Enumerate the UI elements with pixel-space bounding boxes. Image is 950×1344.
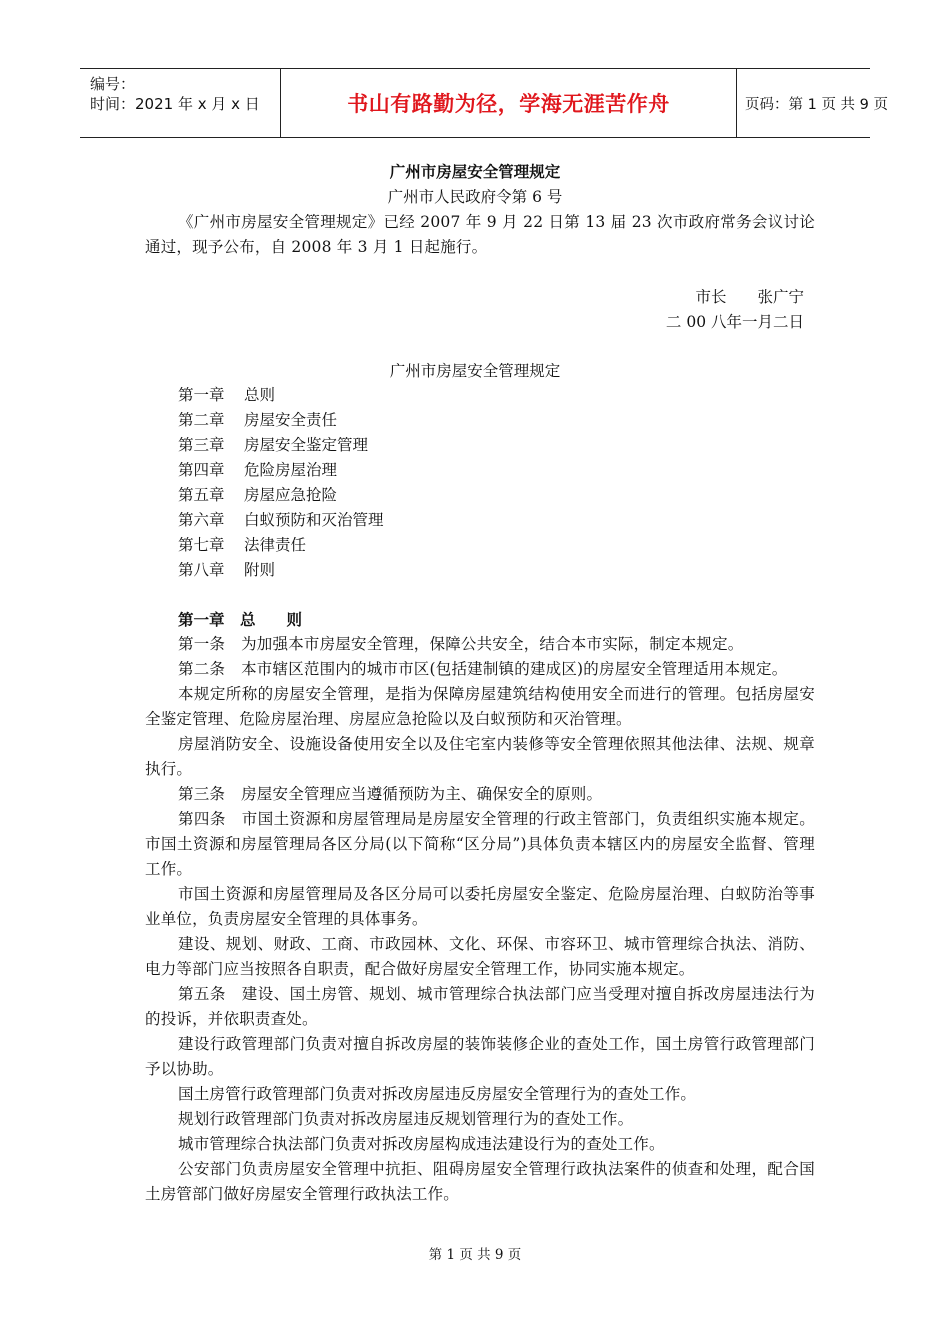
toc-item (178, 408, 384, 433)
intro-block (145, 210, 815, 260)
article-number: 第三条 (178, 785, 226, 803)
toc-chapter-title: 法律责任 (244, 536, 307, 554)
article-number: 第四条 (178, 810, 226, 828)
article-paragraph (145, 882, 815, 932)
article-number: 第一条 (178, 635, 226, 653)
chapter-one (145, 607, 815, 1207)
table-of-contents (178, 383, 384, 583)
toc-chapter-title: 房屋应急抢险 (244, 486, 338, 504)
toc-item (178, 383, 384, 408)
decree-number: 广州市人民政府令第 6 号 (387, 188, 563, 206)
article-text: 本市辖区范围内的城市市区(包括建制镇的建成区)的房屋安全管理适用本规定。 (241, 660, 788, 678)
intro-paragraph: 《广州市房屋安全管理规定》已经 2007 年 9 月 22 日第 13 届 23 次市政府常务会议讨论通过，现予公布，自 2008 年 3 月 1 日起施行。 (145, 213, 815, 256)
article-paragraph (145, 682, 815, 732)
toc-item (178, 483, 384, 508)
article-paragraph (145, 932, 815, 982)
toc-item (178, 533, 384, 558)
header-page-info: 页码：第 1 页 共 9 页 (745, 96, 888, 113)
article-text: 国土房管行政管理部门负责对拆改房屋违反房屋安全管理行为的查处工作。 (178, 1085, 697, 1103)
article-paragraph (145, 1032, 815, 1082)
article-paragraph (145, 1107, 815, 1132)
toc-chapter-title: 总则 (244, 386, 276, 404)
toc-chapter-title: 房屋安全责任 (244, 411, 338, 429)
toc-chapter-number: 第八章 (178, 561, 225, 579)
toc-chapter-title: 房屋安全鉴定管理 (244, 436, 369, 454)
article-text: 城市管理综合执法部门负责对拆改房屋构成违法建设行为的查处工作。 (178, 1135, 665, 1153)
header-page-cell (737, 69, 888, 137)
article-paragraph (145, 1082, 815, 1107)
header-meta (80, 69, 280, 137)
article-paragraph (145, 732, 815, 782)
article-text: 建设、国土房管、规划、城市管理综合执法部门应当受理对擅自拆改房屋违法行为的投诉，并依职责查处。 (145, 985, 816, 1028)
serial-number: 编号： (90, 75, 136, 93)
article-text: 本规定所称的房屋安全管理，是指为保障房屋建筑结构使用安全而进行的管理。包括房屋安全鉴定管理、危险房屋治理、房屋应急抢险以及白蚁预防和灭治管理。 (145, 685, 815, 728)
article-paragraph (145, 982, 815, 1032)
article-paragraph (145, 782, 815, 807)
chapter-heading: 第一章 总 则 (178, 610, 303, 629)
article-paragraph (145, 657, 815, 682)
toc-chapter-number: 第三章 (178, 436, 225, 454)
toc-item (178, 558, 384, 583)
document-title: 广州市房屋安全管理规定 (389, 162, 561, 181)
article-text: 为加强本市房屋安全管理，保障公共安全，结合本市实际，制定本规定。 (241, 635, 744, 653)
page-footer: 第 1 页 共 9 页 (428, 1247, 522, 1263)
toc-item (178, 508, 384, 533)
article-paragraph (145, 632, 815, 657)
article-text: 规划行政管理部门负责对拆改房屋违反规划管理行为的查处工作。 (178, 1110, 634, 1128)
article-text: 房屋安全管理应当遵循预防为主、确保安全的原则。 (241, 785, 603, 803)
header-time: 时间：2021 年 x 月 x 日 (90, 95, 260, 113)
article-text: 市国土资源和房屋管理局及各区分局可以委托房屋安全鉴定、危险房屋治理、白蚁防治等事业单位，负责房屋安全管理的具体事务。 (145, 885, 815, 928)
toc-item (178, 458, 384, 483)
article-text: 市国土资源和房屋管理局是房屋安全管理的行政主管部门，负责组织实施本规定。市国土资源和房屋管理局各区分局(以下简称“区分局”)具体负责本辖区内的房屋安全监督、管理工作。 (145, 810, 816, 878)
header-motto-cell (280, 69, 737, 137)
toc-chapter-title: 危险房屋治理 (244, 461, 338, 479)
toc-chapter-number: 第七章 (178, 536, 225, 554)
document-subtitle: 广州市房屋安全管理规定 (389, 362, 561, 380)
header-motto: 书山有路勤为径，学海无涯苦作舟 (347, 92, 670, 116)
article-paragraph (145, 1132, 815, 1157)
sign-date: 二 00 八年一月二日 (665, 313, 804, 331)
toc-chapter-number: 第六章 (178, 511, 225, 529)
article-number: 第二条 (178, 660, 226, 678)
article-text: 建设、规划、财政、工商、市政园林、文化、环保、市容环卫、城市管理综合执法、消防、电力等部门应当按照各自职责，配合做好房屋安全管理工作，协同实施本规定。 (145, 935, 815, 978)
chapter-paragraphs (145, 632, 815, 1207)
toc-chapter-number: 第四章 (178, 461, 225, 479)
article-number: 第五条 (178, 985, 226, 1003)
article-text: 房屋消防安全、设施设备使用安全以及住宅室内装修等安全管理依照其他法律、法规、规章执行。 (145, 735, 815, 778)
article-text: 建设行政管理部门负责对擅自拆改房屋的装饰装修企业的查处工作，国土房管行政管理部门予以协助。 (145, 1035, 815, 1078)
toc-chapter-number: 第二章 (178, 411, 225, 429)
article-paragraph (145, 807, 815, 882)
document-header (80, 68, 888, 138)
toc-chapter-number: 第五章 (178, 486, 225, 504)
toc-item (178, 433, 384, 458)
article-text: 公安部门负责房屋安全管理中抗拒、阻碍房屋安全管理行政执法案件的侦查和处理，配合国土房管部门做好房屋安全管理行政执法工作。 (145, 1160, 815, 1203)
toc-chapter-number: 第一章 (178, 386, 225, 404)
toc-chapter-title: 白蚁预防和灭治管理 (244, 511, 384, 529)
toc-chapter-title: 附则 (244, 561, 276, 579)
article-paragraph (145, 1157, 815, 1207)
signer: 市长 张广宁 (695, 288, 804, 306)
